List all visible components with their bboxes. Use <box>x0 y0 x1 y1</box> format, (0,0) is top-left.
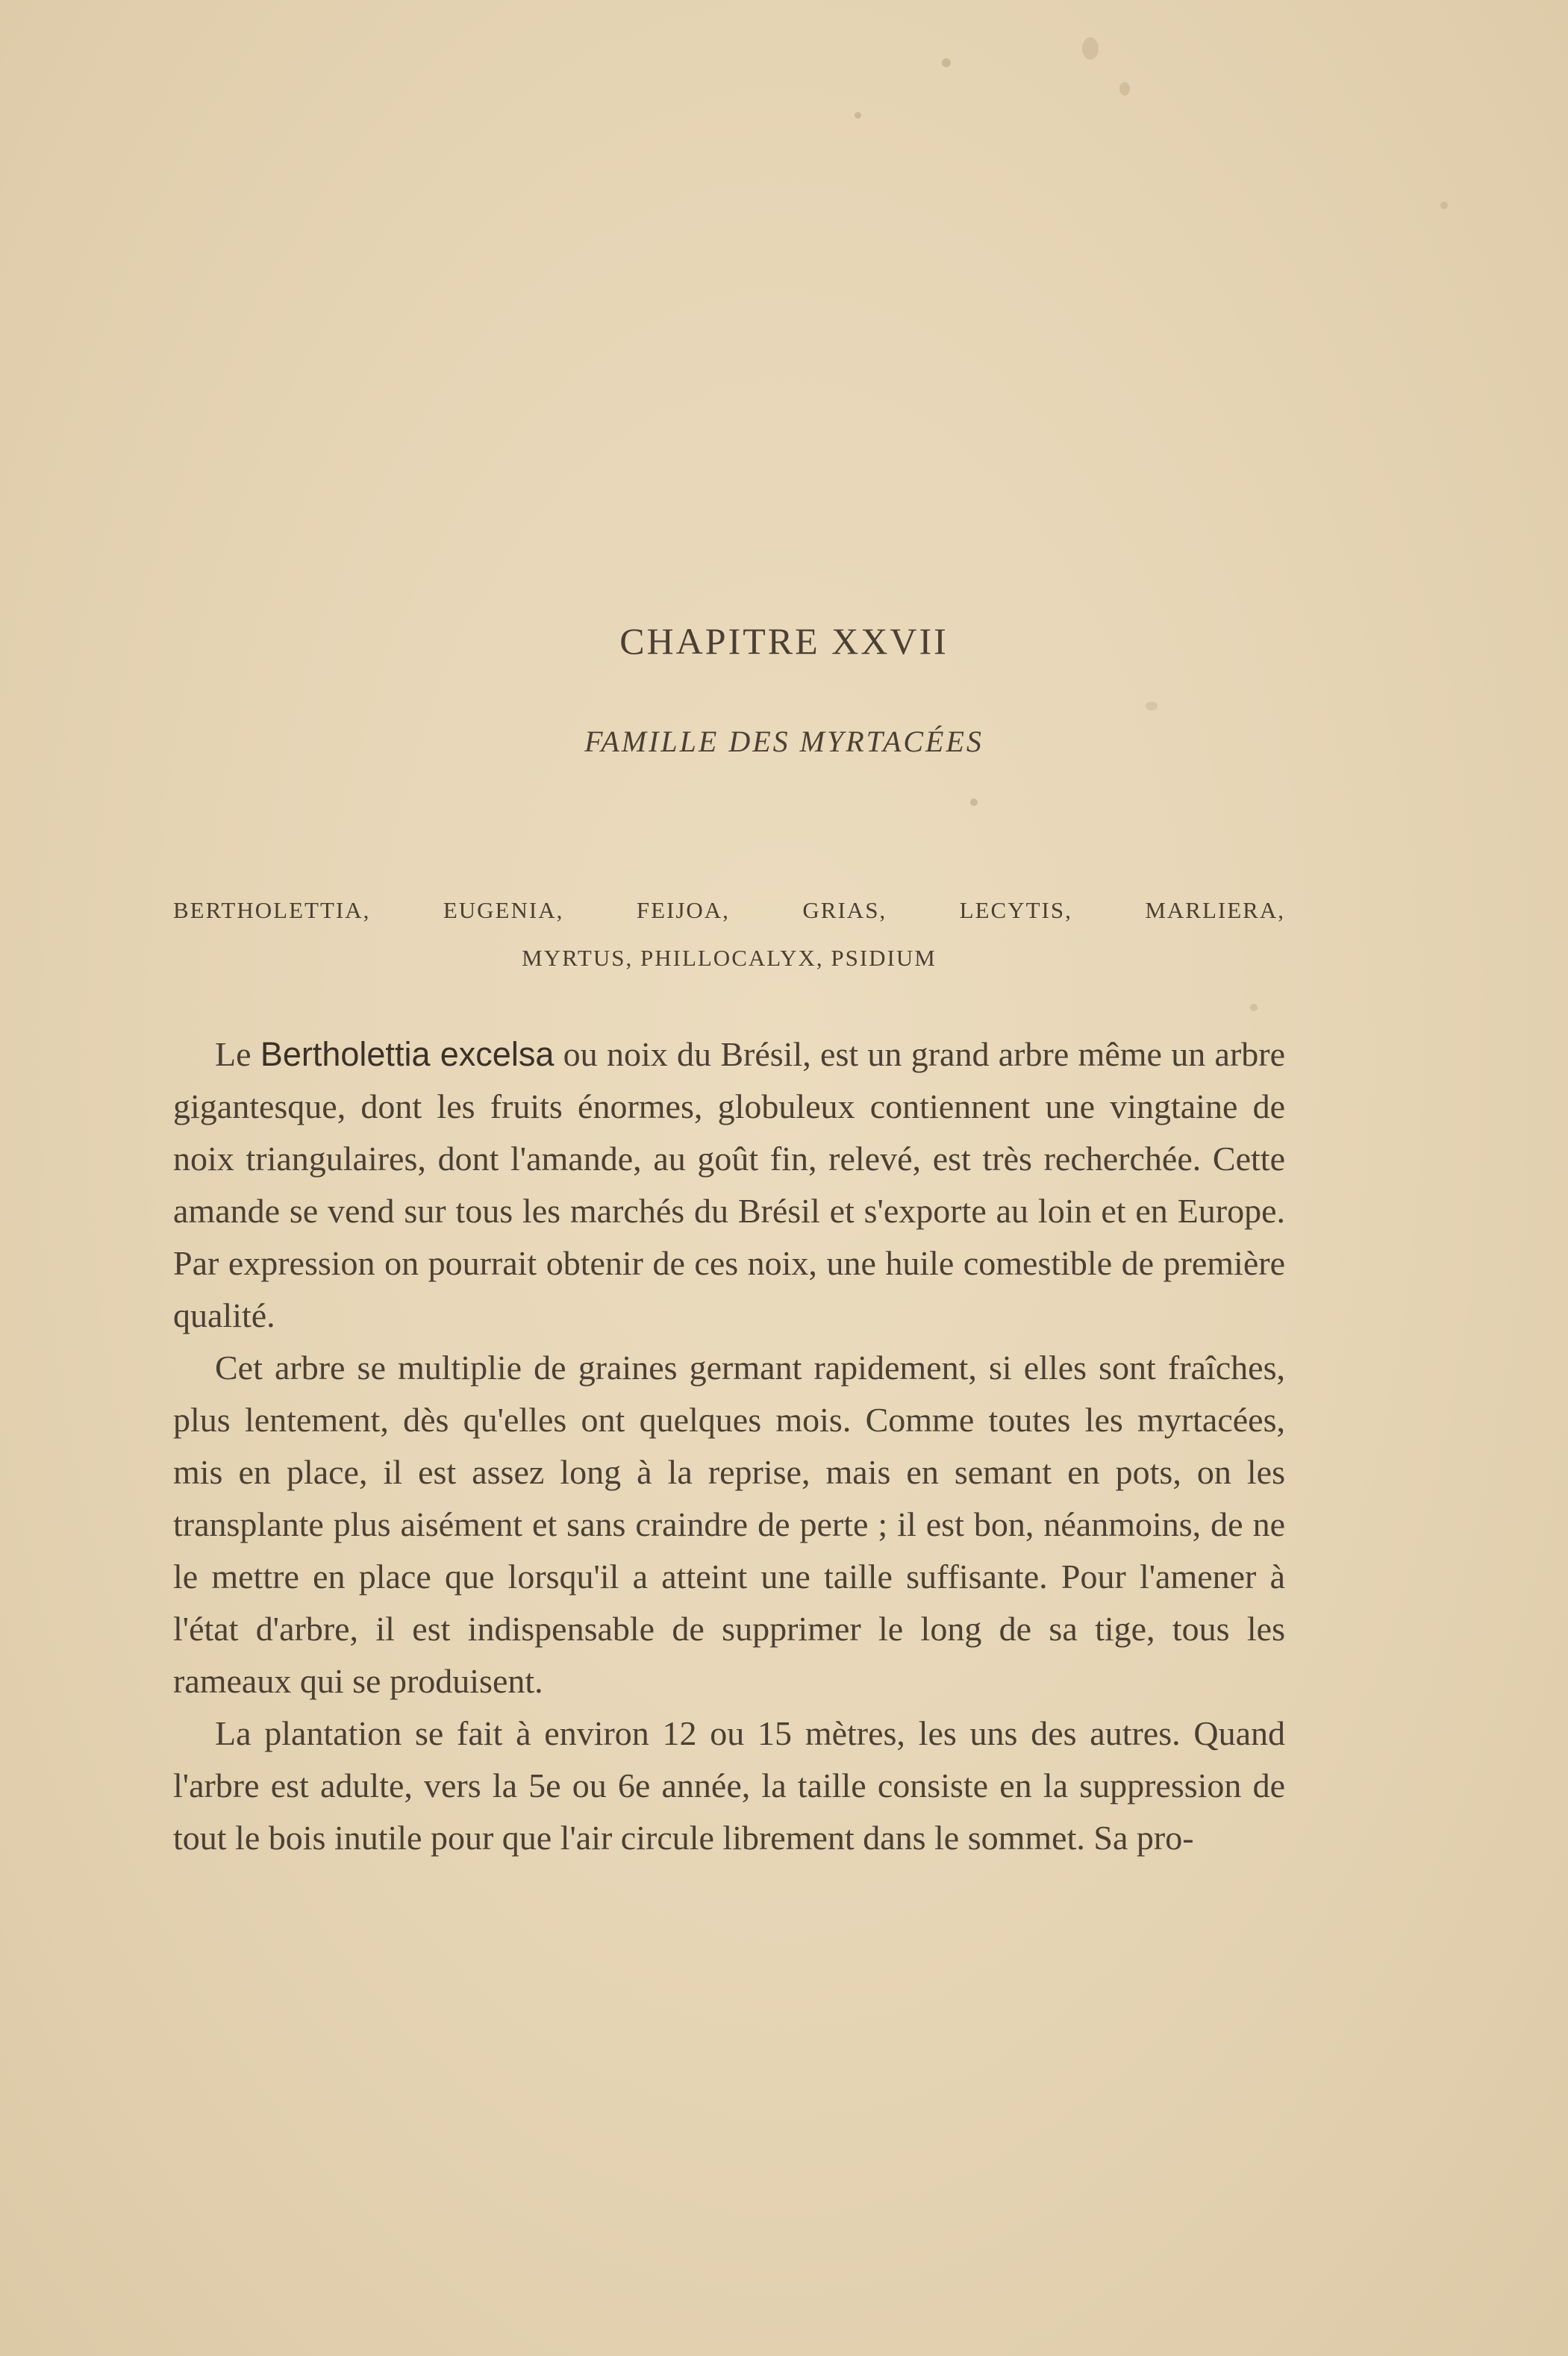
paper-speck <box>1082 37 1099 60</box>
paragraph-3: La plantation se fait à environ 12 ou 15 mètres, les uns des autres. Quand l'arbre est adulte, vers la 5e ou 6e année, la taille consiste en la suppression de tout le bois inutile pour que l'air circule librement dans le sommet. Sa pro- <box>173 1714 1285 1857</box>
paragraph-1 <box>173 1028 1285 1342</box>
paper-speck <box>1250 1004 1258 1011</box>
paragraph-1-lead: Le <box>215 1035 260 1073</box>
paper-speck <box>970 799 978 806</box>
genera-line-1: BERTHOLETTIA, EUGENIA, FEIJOA, GRIAS, LECYTIS, MARLIERA, <box>173 897 1285 923</box>
paragraph-2: Cet arbre se multiplie de graines germant rapidement, si elles sont fraîches, plus lentement, dès qu'elles ont quelques mois. Comme toutes les myrtacées, mis en place, il est assez long à la reprise, mais en semant en pots, on les transplante plus aisément et sans craindre de perte ; il est bon, néanmoins, de ne le mettre en place que lorsqu'il a atteint une taille suffisante. Pour l'amener à l'état d'arbre, il est indispensable de supprimer le long de sa tige, tous les rameaux qui se produisent. <box>173 1349 1285 1700</box>
paper-speck <box>1119 82 1130 96</box>
genera-line-2: MYRTUS, PHILLOCALYX, PSIDIUM <box>522 945 937 971</box>
paper-speck <box>1440 201 1448 209</box>
chapter-title: CHAPITRE XXVII <box>619 620 949 662</box>
paragraph-1-text: ou noix du Brésil, est un grand arbre même un arbre gigantesque, dont les fruits énormes, globuleux contiennent une vingtaine de noix triangulaires, dont l'amande, au goût fin, relevé, est très recherchée. Cette amande se vend sur tous les marchés du Brésil et s'exporte au loin et en Europe. Par expression on pourrait obtenir de ces noix, une huile comestible de première qualité. <box>173 1035 1286 1334</box>
paper-speck <box>855 112 861 119</box>
paper-speck <box>942 58 951 67</box>
paper-speck <box>1146 702 1158 710</box>
body-text <box>173 1028 1285 1864</box>
species-name: Bertholettia excelsa <box>260 1035 555 1073</box>
genera-list <box>173 887 1285 982</box>
family-title: FAMILLE DES MYRTACÉES <box>584 725 984 758</box>
